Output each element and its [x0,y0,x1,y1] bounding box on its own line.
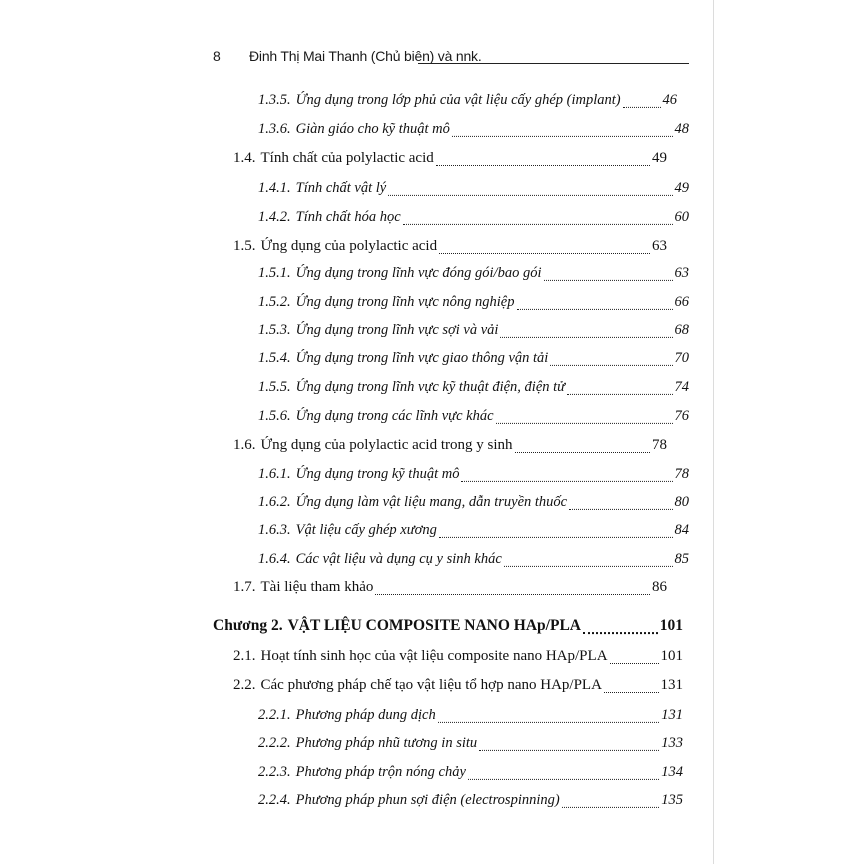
toc-entry [258,121,689,138]
toc-entry-title: Tài liệu tham khảo [260,579,374,595]
toc-entry [233,648,683,665]
toc-entry-number: 2.2.3. [258,764,291,780]
toc-leader-dots [452,128,673,137]
toc-leader-dots [439,245,650,254]
toc-entry-number: 1.5.6. [258,408,291,424]
toc-entry-page: 78 [674,466,689,482]
toc-entry-title: VẬT LIỆU COMPOSITE NANO HAp/PLA [287,617,581,634]
toc-entry-page: 49 [674,180,689,196]
toc-leader-dots [439,529,673,538]
toc-leader-dots [500,329,672,338]
toc-leader-dots [504,558,673,567]
toc-entry-title: Tính chất vật lý [295,180,387,196]
toc-entry-title: Phương pháp trộn nóng chảy [295,764,466,780]
toc-entry-page: 76 [674,408,689,424]
running-header-author: Đinh Thị Mai Thanh (Chủ biên) và nnk. [249,48,482,64]
toc-entry-title: Phương pháp dung dịch [295,707,436,723]
toc-leader-dots [515,444,651,453]
toc-entry-page: 131 [660,677,683,693]
toc-entry [258,707,683,724]
toc-entry-number: 2.2.1. [258,707,291,723]
toc-leader-dots [517,301,673,310]
toc-entry-number: 1.5.2. [258,294,291,310]
toc-entry [258,408,689,425]
toc-entry [213,617,683,635]
toc-entry-number: 1.5.4. [258,350,291,366]
toc-entry [258,209,689,226]
toc-entry-page: 46 [662,92,677,108]
toc-entry-page: 63 [652,238,667,254]
toc-entry-title: Ứng dụng trong lớp phủ của vật liệu cấy ghép (implant) [295,92,621,108]
toc-entry-page: 134 [661,764,683,780]
toc-entry [258,265,689,282]
toc-entry-page: 48 [674,121,689,137]
toc-entry-page: 133 [661,735,683,751]
toc-leader-dots [496,415,673,424]
toc-entry [258,294,689,311]
toc-leader-dots [604,684,659,693]
toc-entry [233,677,683,694]
toc-leader-dots [623,99,661,108]
toc-entry-number: 1.4.2. [258,209,291,225]
toc-entry [258,792,683,809]
toc-entry [258,764,683,781]
toc-leader-dots [562,799,660,808]
toc-entry-title: Tính chất hóa học [295,209,401,225]
toc-entry-page: 86 [652,579,667,595]
toc-entry-number: Chương 2. [213,617,283,634]
toc-entry-page: 135 [661,792,683,808]
toc-entry-page: 66 [674,294,689,310]
toc-entry-title: Ứng dụng làm vật liệu mang, dẫn truyền thuốc [295,494,568,510]
toc-entry-number: 1.6. [233,437,256,453]
toc-entry [233,579,667,596]
page-number: 8 [213,48,221,64]
toc-entry-page: 70 [674,350,689,366]
toc-entry-title: Ứng dụng trong kỹ thuật mô [295,466,460,482]
toc-entry [258,735,683,752]
toc-leader-dots [479,742,659,751]
toc-entry-number: 1.5. [233,238,256,254]
toc-entry [233,150,667,167]
toc-entry [258,92,677,109]
toc-entry-number: 2.1. [233,648,256,664]
toc-leader-dots [438,714,660,723]
toc-entry-number: 2.2.4. [258,792,291,808]
toc-entry-title: Ứng dụng trong lĩnh vực giao thông vận tải [295,350,549,366]
toc-entry-page: 80 [674,494,689,510]
toc-leader-dots [375,586,650,595]
toc-entry-page: 60 [674,209,689,225]
toc-leader-dots [544,272,673,281]
toc-leader-dots [388,187,672,196]
toc-entry-page: 101 [659,617,683,634]
toc-entry-title: Tính chất của polylactic acid [260,150,434,166]
toc-entry-number: 1.4.1. [258,180,291,196]
toc-entry-number: 1.6.2. [258,494,291,510]
toc-entry-title: Vật liệu cấy ghép xương [295,522,437,538]
toc-entry-title: Ứng dụng trong lĩnh vực đóng gói/bao gói [295,265,542,281]
toc-entry-number: 1.7. [233,579,256,595]
toc-entry-page: 63 [674,265,689,281]
toc-leader-dots [610,655,659,664]
toc-entry [258,551,689,568]
toc-entry-page: 85 [674,551,689,567]
toc-entry-number: 1.6.3. [258,522,291,538]
toc-entry-number: 1.3.5. [258,92,291,108]
toc-entry [233,437,667,454]
toc-entry-number: 1.5.3. [258,322,291,338]
toc-entry-page: 78 [652,437,667,453]
toc-entry-title: Các vật liệu và dụng cụ y sinh khác [295,551,502,567]
toc-entry-number: 2.2. [233,677,256,693]
toc-entry [258,494,689,511]
toc-entry-title: Hoạt tính sinh học của vật liệu composite nano HAp/PLA [260,648,608,664]
toc-entry-number: 1.5.5. [258,379,291,395]
toc-entry-page: 49 [652,150,667,166]
toc-leader-dots [436,157,650,166]
toc-entry [258,180,689,197]
toc-entry-title: Giàn giáo cho kỹ thuật mô [295,121,450,137]
toc-entry [258,322,689,339]
toc-leader-dots [583,624,658,635]
toc-entry-title: Phương pháp nhũ tương in situ [295,735,478,751]
toc-entry [258,466,689,483]
toc-entry-number: 1.3.6. [258,121,291,137]
toc-entry-number: 2.2.2. [258,735,291,751]
toc-leader-dots [461,473,672,482]
toc-entry-title: Ứng dụng trong lĩnh vực nông nghiệp [295,294,515,310]
toc-entry-page: 74 [674,379,689,395]
toc-entry-title: Ứng dụng trong các lĩnh vực khác [295,408,494,424]
toc-entry-page: 68 [674,322,689,338]
toc-entry-page: 131 [661,707,683,723]
toc-entry-title: Ứng dụng trong lĩnh vực sợi và vải [295,322,499,338]
toc-entry-title: Ứng dụng của polylactic acid trong y sinh [260,437,513,453]
toc-leader-dots [468,771,659,780]
toc-entry-title: Phương pháp phun sợi điện (electrospinning) [295,792,560,808]
toc-leader-dots [567,386,672,395]
toc-leader-dots [550,357,672,366]
toc-entry [258,350,689,367]
toc-entry-number: 1.5.1. [258,265,291,281]
toc-leader-dots [403,216,673,225]
toc-entry-page: 84 [674,522,689,538]
toc-entry-title: Các phương pháp chế tạo vật liệu tổ hợp nano HAp/PLA [260,677,602,693]
toc-entry-number: 1.6.1. [258,466,291,482]
toc-leader-dots [569,501,672,510]
toc-entry-number: 1.4. [233,150,256,166]
toc-entry-title: Ứng dụng của polylactic acid [260,238,438,254]
toc-entry-title: Ứng dụng trong lĩnh vực kỹ thuật điện, điện tử [295,379,566,395]
toc-entry [233,238,667,255]
toc-entry-page: 101 [660,648,683,664]
toc-entry [258,379,689,396]
toc-entry [258,522,689,539]
toc-entry-number: 1.6.4. [258,551,291,567]
